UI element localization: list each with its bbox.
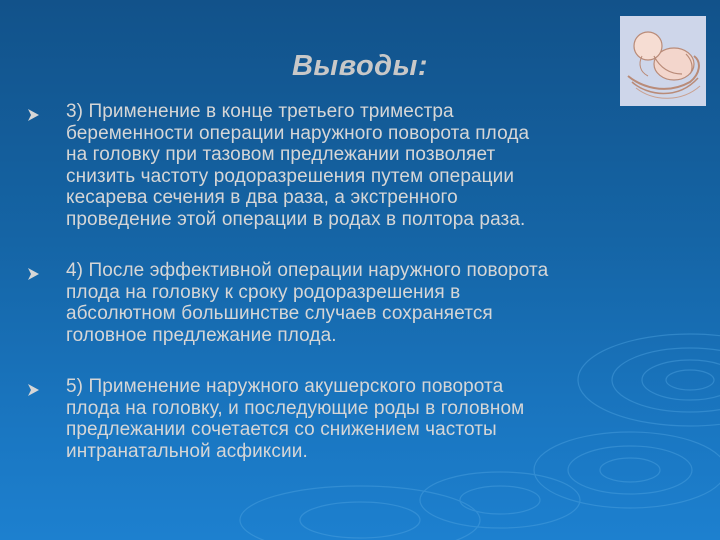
list-item: [28, 376, 688, 462]
arrowhead-bullet-icon: [28, 101, 66, 126]
bullet-text: [66, 260, 548, 346]
bullet-line: предлежании сочетается со снижением частоты: [66, 419, 497, 440]
arrowhead-bullet-icon: [28, 376, 66, 401]
arrowhead-bullet-icon: [28, 260, 66, 285]
bullet-line: плода на головку к сроку родоразрешения в: [66, 281, 461, 303]
bullet-line: 5) Применение наружного акушерского поворота: [66, 376, 504, 397]
bullet-line: кесарева сечения в два раза, а экстренного: [66, 187, 458, 208]
list-item: [28, 101, 688, 230]
bullet-list: [28, 101, 688, 462]
bullet-line: снизить частоту родоразрешения путем операции: [66, 165, 515, 187]
list-item: [28, 260, 688, 346]
bullet-text: [66, 101, 529, 230]
bullet-line: головное предлежание плода.: [66, 324, 337, 346]
bullet-line: абсолютном большинстве случаев сохраняется: [66, 303, 493, 324]
bullet-line: беременности операции наружного поворота плода: [66, 122, 530, 144]
bullet-line: 3) Применение в конце третьего триместра: [66, 101, 454, 122]
bullet-line: 4) После эффективной операции наружного поворота: [66, 260, 549, 281]
bullet-line: интранатальной асфиксии.: [66, 440, 308, 462]
bullet-line: плода на головку, и последующие роды в головном: [66, 397, 525, 419]
slide-title: [0, 50, 720, 83]
fetus-icon: [620, 16, 706, 106]
bullet-line: на головку при тазовом предлежании позволяет: [66, 144, 496, 165]
slide-title-text: Выводы:: [291, 50, 429, 82]
bullet-line: проведение этой операции в родах в полтора раза.: [66, 208, 526, 230]
fetus-illustration: [620, 16, 706, 106]
bullet-text: [66, 376, 524, 462]
